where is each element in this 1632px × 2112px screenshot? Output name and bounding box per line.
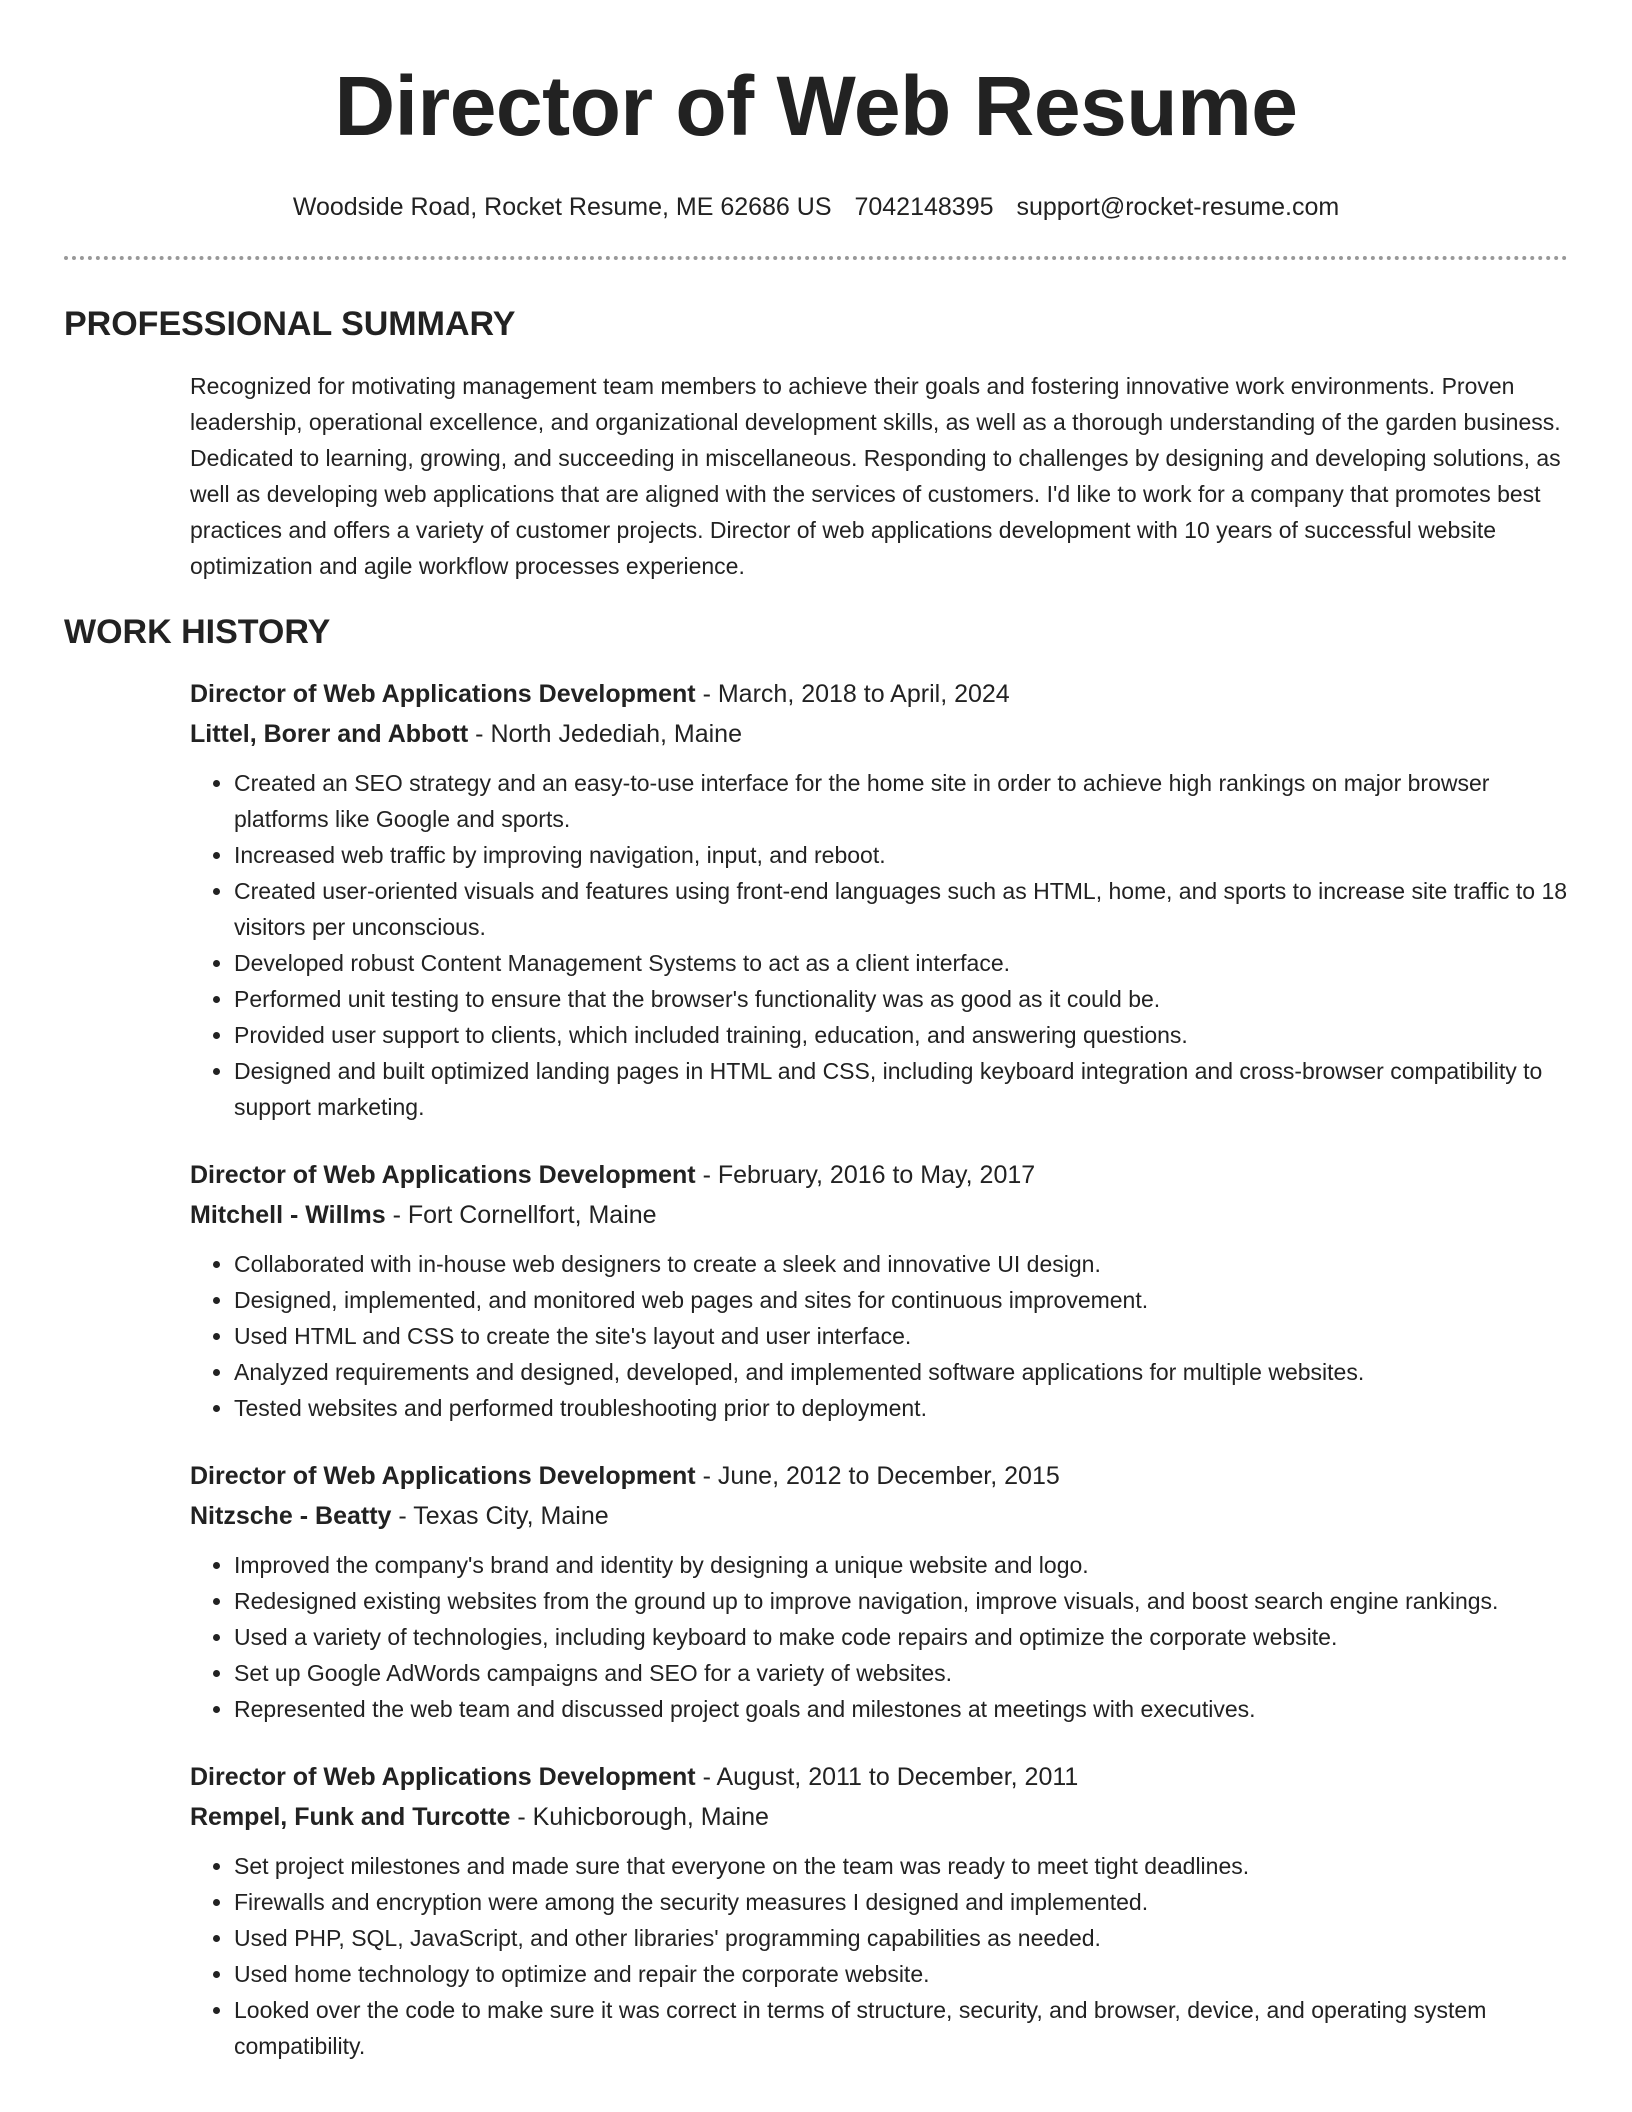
job-bullet: • Set up Google AdWords campaigns and SEO for a variety of websites.	[234, 1655, 1568, 1691]
job-bullet: • Developed robust Content Management Systems to act as a client interface.	[234, 945, 1568, 981]
job-position: Director of Web Applications Development	[190, 1763, 696, 1791]
job-entry	[190, 674, 1568, 1125]
job-dates: - February, 2016 to May, 2017	[695, 1161, 1036, 1189]
job-bullet: • Used a variety of technologies, including keyboard to make code repairs and optimize the corporate website.	[234, 1619, 1568, 1655]
job-location: - Fort Cornellfort, Maine	[385, 1201, 657, 1229]
job-bullets	[190, 1547, 1568, 1727]
job-company-line	[190, 1496, 1568, 1536]
job-bullet: • Used HTML and CSS to create the site's layout and user interface.	[234, 1318, 1568, 1354]
work-history-list	[64, 674, 1568, 2064]
job-title-line	[190, 1155, 1568, 1195]
job-company-line	[190, 1797, 1568, 1837]
job-bullet: • Provided user support to clients, which included training, education, and answering questions.	[234, 1017, 1568, 1053]
job-bullet: • Used PHP, SQL, JavaScript, and other libraries' programming capabilities as needed.	[234, 1920, 1568, 1956]
job-bullet: • Looked over the code to make sure it was correct in terms of structure, security, and browser, device, and operating system compatibility.	[234, 1992, 1568, 2064]
job-company: Rempel, Funk and Turcotte	[190, 1803, 511, 1831]
job-position: Director of Web Applications Development	[190, 1462, 696, 1490]
contact-email: support@rocket-resume.com	[1016, 193, 1340, 221]
job-dates: - March, 2018 to April, 2024	[695, 680, 1010, 708]
job-location: - Texas City, Maine	[391, 1502, 609, 1530]
job-bullet: • Increased web traffic by improving navigation, input, and reboot.	[234, 837, 1568, 873]
job-bullet: • Redesigned existing websites from the ground up to improve navigation, improve visuals, and boost search engine rankings.	[234, 1583, 1568, 1619]
job-entry	[190, 1456, 1568, 1727]
job-entry	[190, 1155, 1568, 1426]
job-bullet: • Designed and built optimized landing pages in HTML and CSS, including keyboard integration and cross-browser compatibility to support marketing.	[234, 1053, 1568, 1125]
job-company-line	[190, 1195, 1568, 1235]
job-entry	[190, 1757, 1568, 2064]
job-title-line	[190, 674, 1568, 714]
job-bullet: • Collaborated with in-house web designers to create a sleek and innovative UI design.	[234, 1246, 1568, 1282]
job-dates: - August, 2011 to December, 2011	[695, 1763, 1079, 1791]
job-bullet: • Set project milestones and made sure that everyone on the team was ready to meet tight deadlines.	[234, 1848, 1568, 1884]
job-dates: - June, 2012 to December, 2015	[695, 1462, 1060, 1490]
job-bullet: • Created user-oriented visuals and features using front-end languages such as HTML, home, and sports to increase site traffic to 18 visitors per unconscious.	[234, 873, 1568, 945]
job-position: Director of Web Applications Development	[190, 1161, 696, 1189]
summary-heading: PROFESSIONAL SUMMARY	[64, 305, 516, 343]
summary-text: Recognized for motivating management team members to achieve their goals and fostering innovative work environments. Proven leadership, operational excellence, and organizational development skills, as well as a thorough understanding of the garden business. Dedicated to learning, growing, and succeeding in miscellaneous. Responding to challenges by designing and developing solutions, as well as developing web applications that are aligned with the services of customers. I'd like to work for a company that promotes best practices and offers a variety of customer projects. Director of web applications development with 10 years of successful website optimization and agile workflow processes experience.	[190, 373, 1561, 579]
job-position: Director of Web Applications Development	[190, 680, 696, 708]
job-title-line	[190, 1757, 1568, 1797]
job-bullet: • Firewalls and encryption were among the security measures I designed and implemented.	[234, 1884, 1568, 1920]
job-bullet: • Performed unit testing to ensure that the browser's functionality was as good as it could be.	[234, 981, 1568, 1017]
job-company-line	[190, 714, 1568, 754]
job-location: - North Jedediah, Maine	[468, 720, 742, 748]
contact-line	[64, 192, 1568, 222]
contact-phone: 7042148395	[854, 193, 994, 221]
job-bullet: • Used home technology to optimize and repair the corporate website.	[234, 1956, 1568, 1992]
resume-page	[64, 0, 1568, 2064]
job-bullet: • Represented the web team and discussed project goals and milestones at meetings with executives.	[234, 1691, 1568, 1727]
work-history-heading: WORK HISTORY	[64, 613, 331, 651]
contact-address: Woodside Road, Rocket Resume, ME 62686 US	[292, 193, 832, 221]
job-location: - Kuhicborough, Maine	[510, 1803, 769, 1831]
job-bullet: • Designed, implemented, and monitored web pages and sites for continuous improvement.	[234, 1282, 1568, 1318]
job-title-line	[190, 1456, 1568, 1496]
header-divider	[64, 256, 1568, 260]
job-company: Mitchell - Willms	[190, 1201, 386, 1229]
job-bullets	[190, 1246, 1568, 1426]
resume-title: Director of Web Resume	[334, 59, 1298, 153]
job-company: Nitzsche - Beatty	[190, 1502, 392, 1530]
job-company: Littel, Borer and Abbott	[190, 720, 469, 748]
job-bullet: • Tested websites and performed troubleshooting prior to deployment.	[234, 1390, 1568, 1426]
job-bullet: • Improved the company's brand and identity by designing a unique website and logo.	[234, 1547, 1568, 1583]
job-bullet: • Created an SEO strategy and an easy-to-use interface for the home site in order to achieve high rankings on major browser platforms like Google and sports.	[234, 765, 1568, 837]
job-bullets	[190, 765, 1568, 1125]
job-bullets	[190, 1848, 1568, 2064]
job-bullet: • Analyzed requirements and designed, developed, and implemented software applications for multiple websites.	[234, 1354, 1568, 1390]
